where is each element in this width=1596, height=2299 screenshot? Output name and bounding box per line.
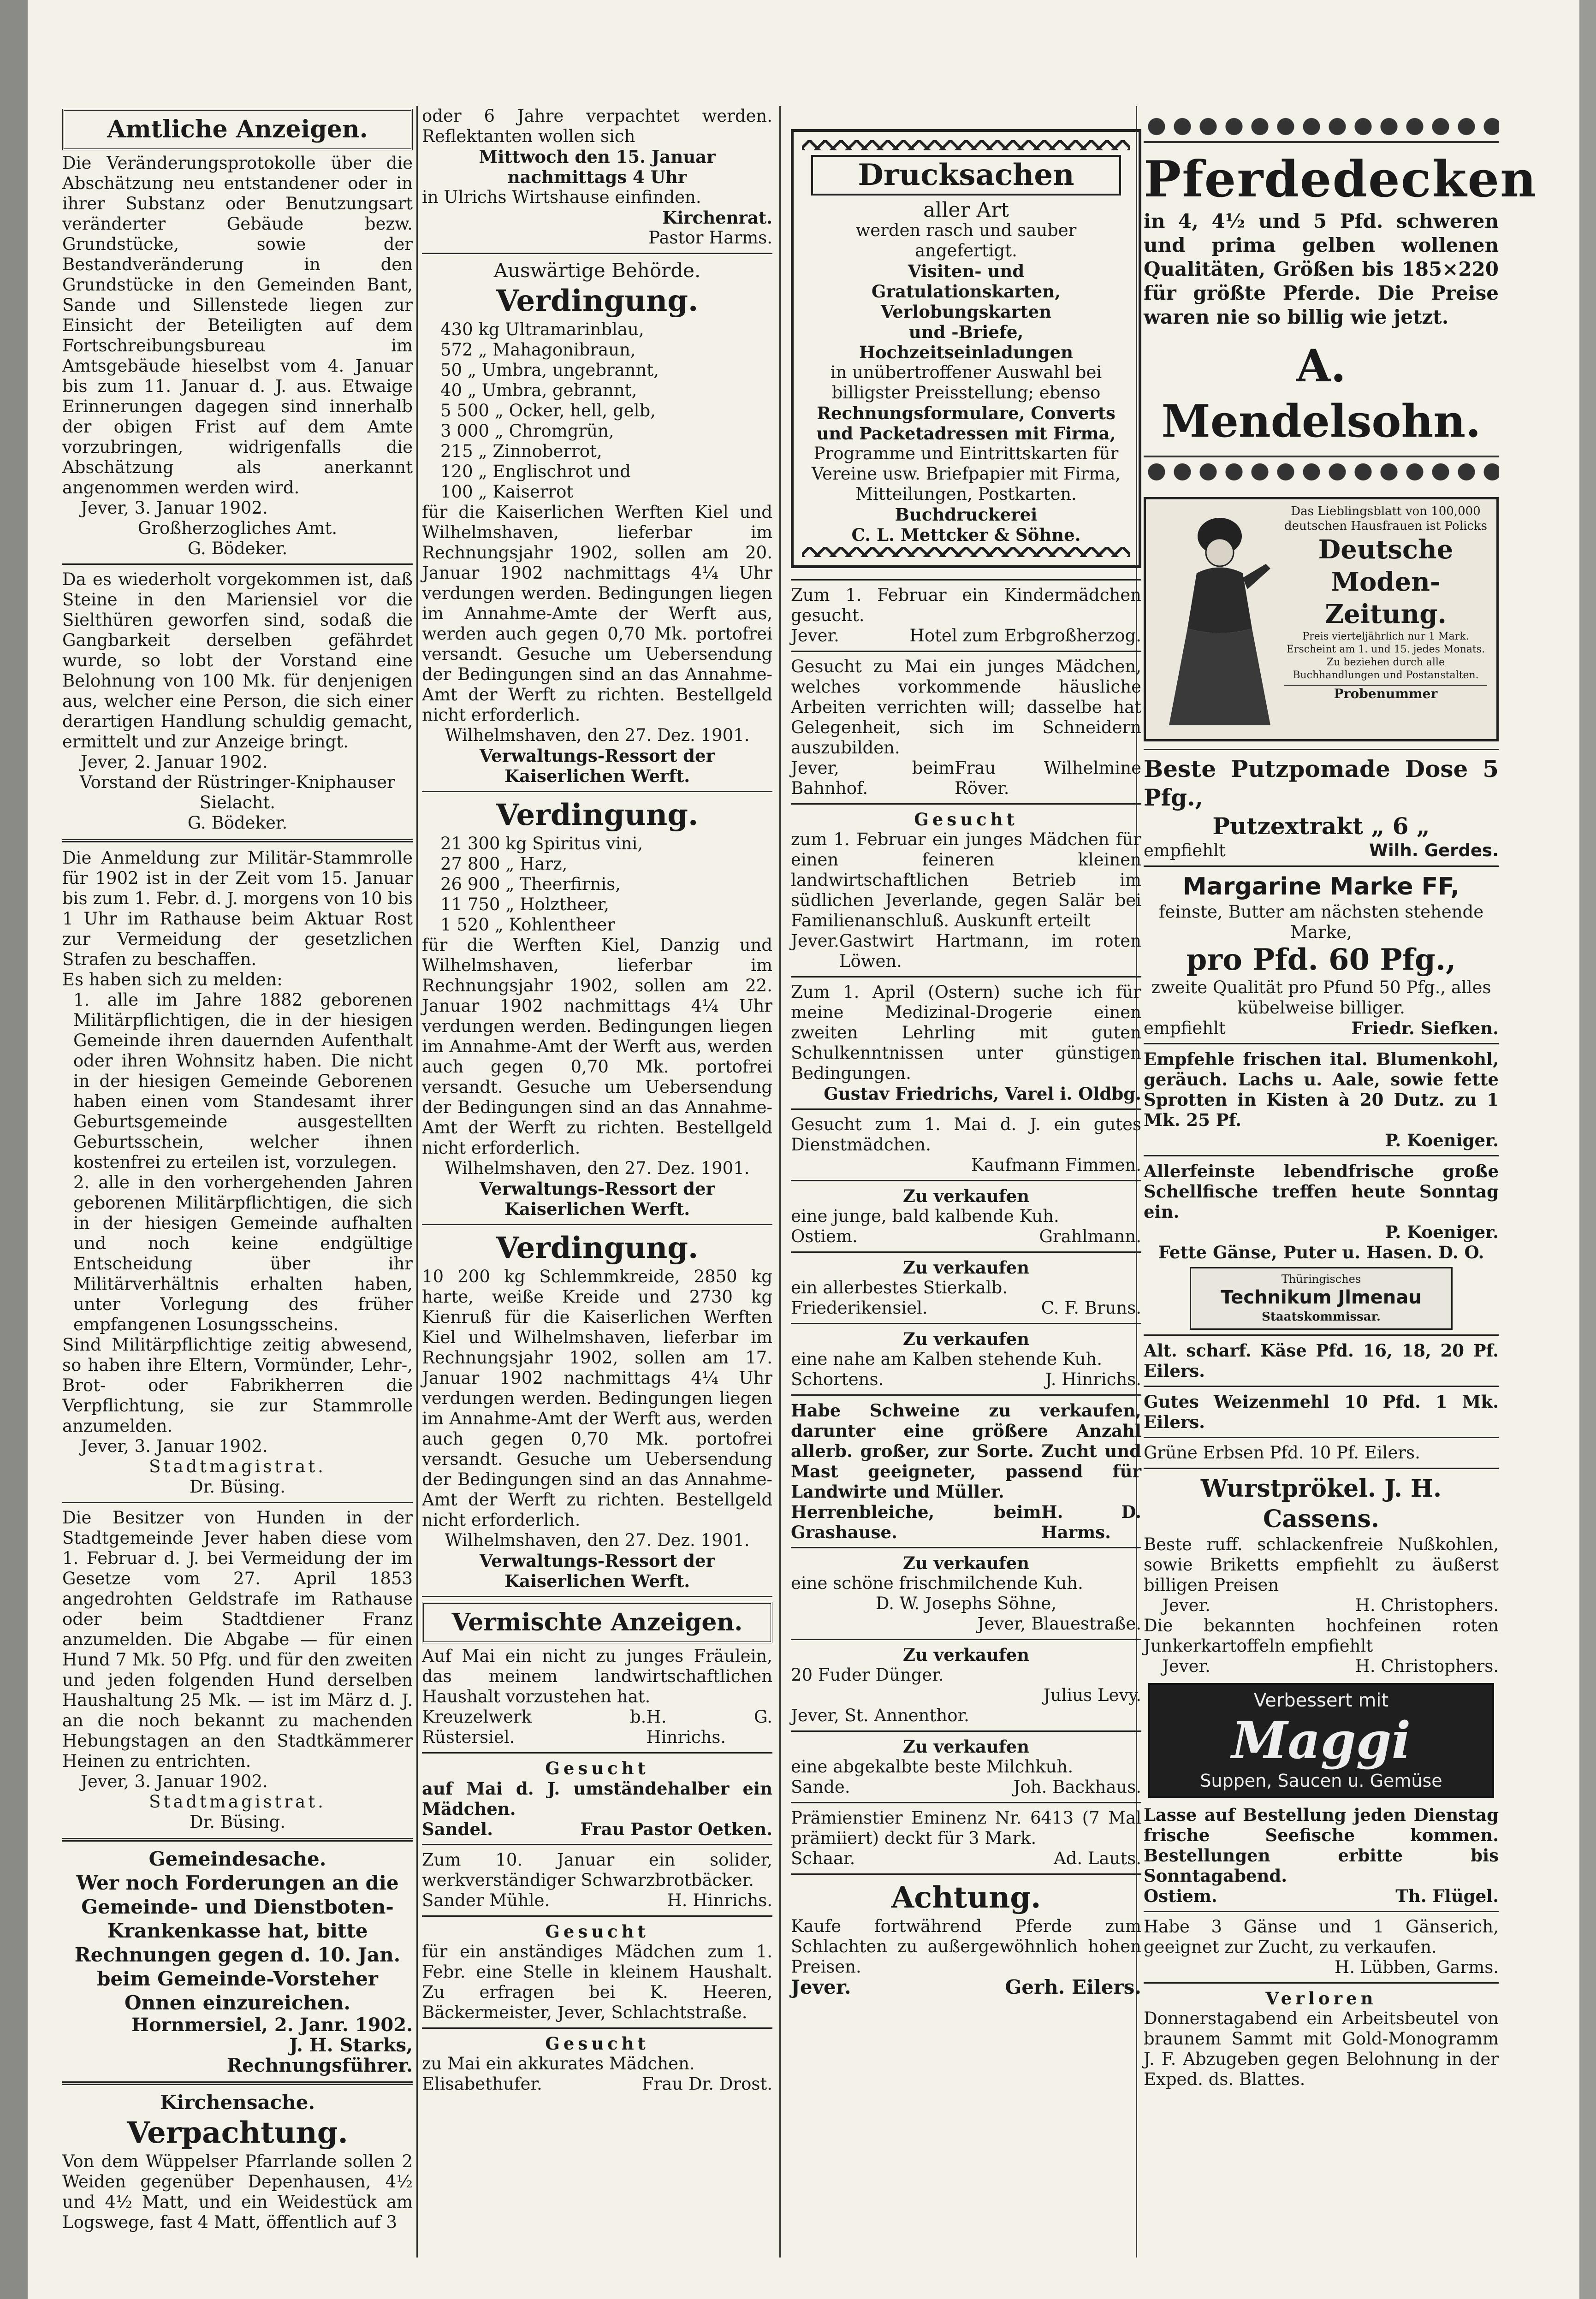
gemeinde-role: Rechnungsführer. <box>226 2055 413 2076</box>
druck-line: C. L. Mettcker & Söhne. <box>851 525 1081 545</box>
verm-heading-box <box>422 1602 772 1643</box>
verd-item: 120 „ Englischrot und <box>440 462 631 481</box>
drucksachen-ad <box>791 129 1141 568</box>
druck-line: Programme und Eintrittskarten für Vereine usw. Briefpapier mit Firma, Mitteilungen, Postkarten. <box>811 444 1121 504</box>
verloren-text: Donnerstagabend ein Arbeitsbeutel von braunem Sammt mit Gold-Monogramm J. F. Abzugeben gegen Belohnung in der Exped. ds. Blattes. <box>1144 2009 1499 2089</box>
ad-head: Gesucht <box>545 1921 649 1942</box>
cont-date: Mittwoch den 15. Januar nachmittags 4 Uhr <box>479 147 716 187</box>
ad-head: Gesucht <box>545 2033 649 2054</box>
cont-authority: Kirchenrat. <box>662 207 772 228</box>
moden-small: Zu beziehen durch alle Buchhandlungen und Postanstalten. <box>1293 657 1479 681</box>
ad-text: Zum 1. Februar ein Kindermädchen gesucht. <box>791 585 1141 625</box>
notice-date: Jever, 3. Januar 1902. <box>81 498 268 518</box>
verd-date: Wilhelmshaven, den 27. Dez. 1901. <box>445 1158 750 1178</box>
ad-name: Ad. Lauts. <box>1053 1849 1141 1868</box>
notice-outro: Sind Militärpflichtige zeitig abwesend, so haben ihre Eltern, Vormünder, Lehr-, Brot- oder Fabrikherren die Verpflichtung, sie zur Stammrolle anzumelden. <box>62 1335 413 1436</box>
moden-small: Erscheint am 1. und 15. jedes Monats. <box>1286 644 1485 655</box>
ad-place: Jever, St. Annenthor. <box>791 1706 969 1725</box>
schell-name: P. Koeniger. <box>1385 1222 1499 1242</box>
ad-name: Jever, Blauestraße. <box>977 1614 1141 1634</box>
pferd-text: in 4, 4½ und 5 Pfd. schweren und prima gelben wollenen Qualitäten, Größen bis 185×220 für größte Pferde. Die Preise waren nie so billig wie jetzt. <box>1144 210 1499 328</box>
ad-place: D. W. Josephs Söhne, <box>875 1594 1057 1613</box>
marg-line: feinste, Butter am nächsten stehende Marke, <box>1158 902 1484 942</box>
kirchen-heading: Kirchensache. <box>160 2091 315 2114</box>
marg-line: zweite Qualität pro Pfund 50 Pfg., alles kübelweise billiger. <box>1151 978 1491 1018</box>
ad-place: Jever. <box>791 931 839 951</box>
notice-text: Die Veränderungsprotokolle über die Abschätzung neu entstandener oder in ihrer Substanz oder Benutzungsart veränderter Gebäude bezw. Grundstücke, sowie der Bestandveränderung in den Grundstücke in den Gemeinden Bant, Sande und Sillenstede liegen zur Einsicht der Beteiligten auf dem Fortschreibungsbureau im Amtsgebäude hieselbst vom 4. Januar bis zum 11. Januar d. J. aus. Etwaige Erinnerungen dagegen sind innerhalb der obigen Frist auf dem Amte vorzubringen, widrigenfalls die Abschätzung als anerkannt angenommen werden wird. <box>62 153 413 498</box>
ad-place: Ostiem. <box>791 1227 858 1246</box>
ad-text: zum 1. Februar ein junges Mädchen für einen feineren kleinen landwirtschaftlichen Betrieb im südlichen Jeverlande, gegen Salär bei Familienanschluß. Auskunft erteilt <box>791 830 1141 930</box>
verd-item: 21 300 kg Spiritus vini, <box>440 834 643 853</box>
ad-name: H. Hinrichs. <box>667 1890 772 1910</box>
druck-line: Gratulationskarten, <box>871 281 1061 302</box>
verd-title: Verdingung. <box>496 284 699 318</box>
ad-text: Auf Mai ein nicht zu junges Fräulein, das meinem landwirtschaftlichen Haushalt vorzustehen hat. <box>422 1646 772 1706</box>
ad-place: Sandel. <box>422 1819 493 1839</box>
tech-sub: Staatskommissar. <box>1262 1310 1381 1324</box>
wurst-place: Jever. <box>1162 1656 1210 1676</box>
ad-name: Joh. Backhaus. <box>1013 1777 1141 1797</box>
pferd-title: Pferdedecken <box>1144 150 1537 208</box>
notice-signer: Dr. Büsing. <box>190 1812 285 1832</box>
druck-line: und -Briefe, <box>908 322 1024 342</box>
ad-text: Gesucht zum 1. Mai d. J. ein gutes Dienstmädchen. <box>791 1114 1141 1155</box>
ad-place: Sande. <box>791 1777 850 1797</box>
ad-head: Zu verkaufen <box>902 1736 1030 1757</box>
wurst-name: H. Christophers. <box>1355 1656 1499 1676</box>
moden-title: Deutsche Moden-Zeitung. <box>1318 534 1454 629</box>
column-rule <box>416 106 418 2258</box>
notice-lead: Es haben sich zu melden: <box>62 970 283 990</box>
marg-left: empfiehlt <box>1144 1018 1226 1038</box>
verd-items <box>422 320 772 502</box>
ad-text: Prämienstier Eminenz Nr. 6413 (7 Mal prämiiert) deckt für 3 Mark. <box>791 1808 1141 1848</box>
small-ad <box>791 1553 1141 1634</box>
notice-authority: Stadtmagistrat. <box>149 1457 326 1476</box>
verd-item: 26 900 „ Theerfirnis, <box>440 874 621 894</box>
ad-name: C. F. Bruns. <box>1041 1298 1141 1318</box>
column-3 <box>791 106 1141 2258</box>
moden-probe: Probenummer <box>1284 685 1487 702</box>
ad-place: Jever, beim Bahnhof. <box>791 758 955 798</box>
verd-text: für die Kaiserlichen Werften Kiel und Wilhelmshaven, lieferbar im Rechnungsjahr 1902, sollen am 20. Januar 1902 nachmittags 4¼ Uhr verdungen werden. Bedingungen liegen im Annahme-Amte der Werft aus, werden auch gegen 0,70 Mk. portofrei versandt. Gesuche um Uebersendung der Bedingungen sind an das Annahme-Amt der Werft zu richten. Bestellgeld nicht erforderlich. <box>422 502 772 725</box>
wurst-name: H. Christophers. <box>1355 1595 1499 1615</box>
koen-text: Empfehle frischen ital. Blumenkohl, geräuch. Lachs u. Aale, sowie fette Sprotten in Kisten à 20 Dutz. zu 1 Mk. 25 Pf. <box>1144 1049 1499 1130</box>
verd-item: 40 „ Umbra, gebrannt, <box>440 380 637 400</box>
druck-line: in unübertroffener Auswahl bei billigster Preisstellung; ebenso <box>830 362 1102 403</box>
ad-text: eine schöne frischmilchende Kuh. <box>791 1573 1083 1593</box>
tech-title: Technikum Jlmenau <box>1221 1287 1422 1308</box>
notice-text: Da es wiederholt vorgekommen ist, daß Steine in den Mariensiel vor die Sielthüren geworfen sind, sodaß die Gangbarkeit derselben gefährdet wurde, so lobt der Vorstand eine Belohnung von 100 Mk. für denjenigen aus, welcher eine Person, die sich einer derartigen Handlung schuldig gemacht, ermittelt und zur Anzeige bringt. <box>62 569 413 752</box>
ad-place: Kreuzelwerk b. Rüstersiel. <box>422 1707 647 1747</box>
ad-list <box>791 585 1141 1875</box>
wurst-text: Beste ruff. schlackenfreie Nußkohlen, sowie Briketts empfiehlt zu äußerst billigen Preisen <box>1144 1535 1499 1595</box>
page-edge-left <box>0 0 28 2299</box>
ad-place: Friederikensiel. <box>791 1298 928 1318</box>
wurst-text: Die bekannten hochfeinen roten Junkerkartoffeln empfiehlt <box>1144 1616 1499 1656</box>
ad-head: Zu verkaufen <box>902 1186 1030 1206</box>
druck-line: Buchdruckerei <box>895 504 1038 525</box>
gaense-text: Habe 3 Gänse und 1 Gänserich, geeignet zur Zucht, zu verkaufen. <box>1144 1917 1499 1957</box>
maggi-brand: Maggi <box>1231 1711 1411 1770</box>
technikum-ad <box>1190 1267 1453 1330</box>
verd-date: Wilhelmshaven, den 27. Dez. 1901. <box>445 1530 750 1550</box>
notice-signer: G. Bödeker. <box>187 539 288 558</box>
moden-small: Preis vierteljährlich nur 1 Mark. <box>1302 631 1469 642</box>
moden-ad-text <box>1284 504 1487 702</box>
ad-name: H. G. Hinrichs. <box>646 1707 772 1747</box>
achtung-text: Kaufe fortwährend Pferde zum Schlachten zu außergewöhnlich hohen Preisen. <box>791 1916 1141 1977</box>
page-edge-right <box>1579 0 1596 2299</box>
verd-item: 215 „ Zinnoberrot, <box>440 441 602 461</box>
putz-line: Putzextrakt „ 6 „ <box>1212 812 1430 840</box>
marg-right: Friedr. Siefken. <box>1351 1018 1499 1038</box>
verd-item: 27 800 „ Harz, <box>440 854 568 874</box>
verd-items <box>422 834 772 935</box>
column-rule <box>779 106 781 2258</box>
gaense-name: H. Lübben, Garms. <box>1335 1957 1499 1977</box>
verd-title: Verdingung. <box>496 798 699 832</box>
notice-signer: G. Bödeker. <box>187 813 288 833</box>
notice-item: 1. alle im Jahre 1882 geborenen Militärpflichtigen, die in der hiesigen Gemeinde ihren dauernden Aufenthalt oder ihren Wohnsitz haben. Die nicht in der hiesigen Gemeinde Geborenen haben einen vom Standesamt ihrer Geburtsgemeinde ausgestellten Geburtsschein, welcher ihnen kostenfrei zu erteilen ist, vorzulegen. <box>73 990 413 1172</box>
zigzag-border <box>802 547 1130 557</box>
moden-zeitung-ad <box>1144 497 1499 741</box>
verd-item: 1 520 „ Kohlentheer <box>440 915 616 935</box>
notice-authority: Vorstand der Rüstringer-Kniphauser Sielacht. <box>80 772 395 812</box>
druck-line: Verlobungskarten <box>880 302 1052 322</box>
ad-text: eine abgekalbte beste Milchkuh. <box>791 1757 1074 1777</box>
notice-signer: Dr. Büsing. <box>190 1477 285 1497</box>
ad-name: Frau Wilhelmine Röver. <box>955 758 1141 798</box>
ad-name: Gastwirt Hartmann, im roten Löwen. <box>839 931 1141 971</box>
ad-head: Zu verkaufen <box>902 1553 1030 1573</box>
eilers-line: Grüne Erbsen Pfd. 10 Pf. Eilers. <box>1144 1443 1420 1463</box>
ad-place: Elisabethufer. <box>422 2074 542 2094</box>
fluegel-place: Ostiem. <box>1144 1886 1217 1906</box>
gemeinde-text: Wer noch Forderungen an die Gemeinde- und Dienstboten-Krankenkasse hat, bitte Rechnungen gegen d. 10. Jan. beim Gemeinde-Vorsteher Onnen einzureichen. <box>74 1872 401 2014</box>
tech-top: Thüringisches <box>1281 1273 1361 1286</box>
small-ad <box>791 657 1141 799</box>
pferd-firm: A. Mendelsohn. <box>1161 340 1481 447</box>
ad-name: H. D. Harms. <box>1041 1502 1141 1542</box>
maggi-bottom: Suppen, Saucen u. Gemüse <box>1200 1771 1442 1791</box>
verd-item: 3 000 „ Chromgrün, <box>440 421 614 441</box>
verd-pre: Auswärtige Behörde. <box>493 259 701 282</box>
eilers-line: Alt. scharf. Käse Pfd. 16, 18, 20 Pf. Eilers. <box>1144 1340 1499 1381</box>
wurst-title: Wurstprökel. J. H. Cassens. <box>1200 1475 1442 1533</box>
verd-text: für die Werften Kiel, Danzig und Wilhelmshaven, lieferbar im Rechnungsjahr 1902, sollen am 22. Januar 1902 nachmittags 4¼ Uhr verdungen werden. Bedingungen liegen im Annahme-Amt der Werft aus, werden auch gegen 0,70 Mk. portofrei versandt. Gesuche um Uebersendung der Bedingungen sind an das Annahme-Amt der Werft zu richten. Bestellgeld nicht erforderlich. <box>422 935 772 1158</box>
verd-item: 11 750 „ Holztheer, <box>440 895 609 914</box>
ad-place: Sander Mühle. <box>422 1890 550 1910</box>
ornament-border <box>1144 109 1499 143</box>
putz-line: Beste Putzpomade Dose 5 Pfg., <box>1144 755 1499 811</box>
ornament-border <box>1144 456 1499 490</box>
ad-head: Gesucht <box>545 1758 649 1778</box>
marg-title: Margarine Marke FF, <box>1182 873 1460 901</box>
verd-item: 100 „ Kaiserrot <box>440 482 574 502</box>
verd-authority: Verwaltungs-Ressort der Kaiserlichen Werft. <box>479 1179 715 1219</box>
druck-line: Rechnungsformulare, Converts und Packetadressen mit Firma, <box>816 403 1116 444</box>
verd-item: 50 „ Umbra, ungebrannt, <box>440 360 659 380</box>
notice-date: Jever, 3. Januar 1902. <box>81 1772 268 1791</box>
eilers-line: Gutes Weizenmehl 10 Pfd. 1 Mk. Eilers. <box>1144 1392 1499 1432</box>
koen-name: P. Koeniger. <box>1385 1130 1499 1150</box>
small-ad <box>791 1645 1141 1726</box>
ad-place: Schaar. <box>791 1849 855 1868</box>
ad-place: Herrenbleiche, beim Grashause. <box>791 1502 1041 1542</box>
kirchen-text: Von dem Wüppelser Pfarrlande sollen 2 Weiden gegenüber Depenhausen, 4½ und 4½ Matt, und ein Weidestück am Logswege, fast 4 Matt, öffentlich auf 3 <box>62 2151 413 2232</box>
achtung-name: Gerh. Eilers. <box>1005 1976 1141 1998</box>
druck-title: Drucksachen <box>811 155 1121 196</box>
notice-item: 2. alle in den vorhergehenden Jahren geborenen Militärpflichtigen, die sich in der hiesigen Gemeinde aufhalten und noch keine endgültige Entscheidung über ihr Militärverhältnis erhalten haben, unter Vorlegung des früher empfangenen Losungsscheins. <box>73 1173 413 1334</box>
small-ad <box>791 1257 1141 1318</box>
ad-text: eine nahe am Kalben stehende Kuh. <box>791 1349 1103 1369</box>
small-ad <box>791 809 1141 972</box>
kirchen-title: Verpachtung. <box>127 2115 348 2150</box>
woman-figure-illustration <box>1164 509 1275 730</box>
small-ad <box>791 1736 1141 1797</box>
small-ad <box>791 1808 1141 1869</box>
notice-text: Die Besitzer von Hunden in der Stadtgemeinde Jever haben diese vom 1. Februar d. J. bei Vermeidung der im Gesetze vom 27. April 1853 angedrohten Geldstrafe im Rathause oder beim Stadtdiener Franz anzumelden. Die Abgabe — für einen Hund 7 Mk. 50 Pfg. und für den zweiten und jeden folgenden Hund derselben Haushaltung 25 Mk. — ist im März d. J. an die noch bekannt zu machenden Hebungstagen an den Stadtkämmerer Heinen zu entrichten. <box>62 1508 413 1771</box>
column-1 <box>62 106 413 2258</box>
druck-line: angefertigt. <box>915 241 1017 261</box>
ad-name: Kaufmann Fimmen. <box>971 1155 1141 1175</box>
druck-sub: aller Art <box>923 198 1009 222</box>
wurst-place: Jever. <box>1162 1595 1210 1615</box>
ad-text: Gesucht zu Mai ein junges Mädchen, welches vorkommende häusliche Arbeiten verrichten will; dasselbe hat Gelegenheit, sich im Schneidern auszubilden. <box>791 657 1141 758</box>
ad-text: Zum 10. Januar ein solider, werkverständiger Schwarzbrotbäcker. <box>422 1850 772 1890</box>
ad-name: Hotel zum Erbgroßherzog. <box>909 626 1141 646</box>
verd-authority: Verwaltungs-Ressort der Kaiserlichen Werft. <box>479 746 715 786</box>
druck-line: Hochzeitseinladungen <box>859 342 1074 362</box>
small-ad <box>791 1400 1141 1542</box>
gemeinde-date: Hornmersiel, 2. Janr. 1902. <box>131 2014 413 2036</box>
gemeinde-signer: J. H. Starks, <box>289 2034 413 2056</box>
small-ad <box>791 585 1141 646</box>
putz-left: empfiehlt <box>1144 841 1226 860</box>
section-heading-box <box>62 109 413 150</box>
achtung-title: Achtung. <box>891 1880 1041 1915</box>
small-ad <box>791 1114 1141 1175</box>
schell-text: Allerfeinste lebendfrische große Schellfische treffen heute Sonntag ein. <box>1144 1161 1499 1222</box>
ad-text: für ein anständiges Mädchen zum 1. Febr. eine Stelle in kleinem Haushalt. Zu erfragen bei K. Heeren, Bäckermeister, Jever, Schlachtstraße. <box>422 1942 772 2022</box>
ad-name: Frau Pastor Oetken. <box>580 1819 772 1839</box>
ad-head: Zu verkaufen <box>902 1645 1030 1665</box>
ad-text: Zum 1. April (Ostern) suche ich für meine Medizinal-Drogerie einen zweiten Lehrling mit guten Schulkenntnissen unter günstigen Bedingungen. <box>791 982 1141 1083</box>
cont-place: in Ulrichs Wirtshause einfinden. <box>422 187 701 207</box>
maggi-top: Verbessert mit <box>1253 1690 1389 1711</box>
fluegel-text: Lasse auf Bestellung jeden Dienstag frische Seefische kommen. Bestellungen erbitte bis Sonntagabend. <box>1144 1805 1499 1886</box>
ad-text: auf Mai d. J. umständehalber ein Mädchen. <box>422 1778 772 1819</box>
ad-name: J. Hinrichs. <box>1045 1369 1141 1389</box>
putz-right: Wilh. Gerdes. <box>1369 841 1499 860</box>
cont-signer: Pastor Harms. <box>648 228 772 248</box>
verd-item: 5 500 „ Ocker, hell, gelb, <box>440 401 656 421</box>
marg-price: pro Pfd. 60 Pfg., <box>1186 942 1456 977</box>
notice-date: Jever, 2. Januar 1902. <box>81 752 268 772</box>
ad-place: Schortens. <box>791 1369 884 1389</box>
zigzag-border <box>802 140 1130 150</box>
ad-name: Grahlmann. <box>1039 1227 1141 1246</box>
verd-title: Verdingung. <box>496 1231 699 1265</box>
gemeinde-heading: Gemeindesache. <box>148 1848 326 1870</box>
verd-authority: Verwaltungs-Ressort der Kaiserlichen Werft. <box>479 1551 715 1591</box>
ad-name: Gustav Friedrichs, Varel i. Oldbg. <box>824 1084 1141 1104</box>
ad-name: Frau Dr. Drost. <box>641 2074 772 2094</box>
small-ad <box>791 982 1141 1104</box>
ad-place: Jever. <box>791 626 839 646</box>
druck-line: werden rasch und sauber <box>855 220 1077 240</box>
verd-item: 572 „ Mahagonibraun, <box>440 340 636 360</box>
ad-head: Zu verkaufen <box>902 1257 1030 1278</box>
verd-date: Wilhelmshaven, den 27. Dez. 1901. <box>445 725 750 745</box>
ad-head: Zu verkaufen <box>902 1329 1030 1349</box>
column-4 <box>1144 106 1537 2258</box>
notice-intro: Die Anmeldung zur Militär-Stammrolle für 1902 ist in der Zeit vom 15. Januar bis zum 1. Febr. d. J. morgens von 10 bis 1 Uhr im Rathause beim Aktuar Rost zur Vermeidung der gesetzlichen Strafen zu beschaffen. <box>62 848 413 969</box>
ad-text: zu Mai ein akkurates Mädchen. <box>422 2054 695 2074</box>
ad-text: 20 Fuder Dünger. <box>791 1665 944 1685</box>
notice-authority: Großherzogliches Amt. <box>137 518 338 538</box>
verd-item: 430 kg Ultramarinblau, <box>440 320 644 339</box>
column-2 <box>422 106 772 2258</box>
verm-heading: Vermischte Anzeigen. <box>451 1608 743 1636</box>
cont-text: oder 6 Jahre verpachtet werden. Reflektanten wollen sich <box>422 106 772 146</box>
small-ad <box>791 1329 1141 1390</box>
ad-head: Gesucht <box>914 809 1018 830</box>
schell-line: Fette Gänse, Puter u. Hasen. D. O. <box>1158 1242 1484 1262</box>
verd-text: 10 200 kg Schlemmkreide, 2850 kg harte, weiße Kreide und 2730 kg Kienruß für die Kaiserlichen Werften Kiel und Wilhelmshaven, lieferbar im Rechnungsjahr 1902, sollen am 17. Januar 1902 nachmittags 4¼ Uhr verdungen werden. Bedingungen liegen im Annahme-Amt der Werft aus, werden auch gegen 0,70 Mk. portofrei versandt. Gesuche um Uebersendung der Bedingungen sind an das Annahme-Amt der Werft zu richten. Bestellgeld nicht erforderlich. <box>422 1267 772 1530</box>
fluegel-name: Th. Flügel. <box>1395 1886 1499 1906</box>
verloren-head: Verloren <box>1265 1988 1377 2009</box>
ad-text: ein allerbestes Stierkalb. <box>791 1278 1008 1298</box>
small-ad <box>791 1186 1141 1247</box>
druck-line: Visiten- und <box>908 261 1025 281</box>
ad-text: Habe Schweine zu verkaufen, darunter eine größere Anzahl allerb. großer, zur Sorte. Zucht und Mast geeigneter, passend für Landwirte und Müller. <box>791 1400 1141 1502</box>
maggi-ad <box>1148 1683 1494 1798</box>
moden-tag: Das Lieblingsblatt von 100,000 deutschen Hausfrauen ist Policks <box>1284 504 1487 533</box>
notice-authority: Stadtmagistrat. <box>149 1792 326 1812</box>
achtung-place: Jever. <box>791 1976 851 1998</box>
section-heading: Amtliche Anzeigen. <box>107 115 368 143</box>
ad-name: Julius Levy. <box>1043 1685 1141 1705</box>
ad-text: eine junge, bald kalbende Kuh. <box>791 1206 1059 1226</box>
notice-date: Jever, 3. Januar 1902. <box>81 1436 268 1456</box>
